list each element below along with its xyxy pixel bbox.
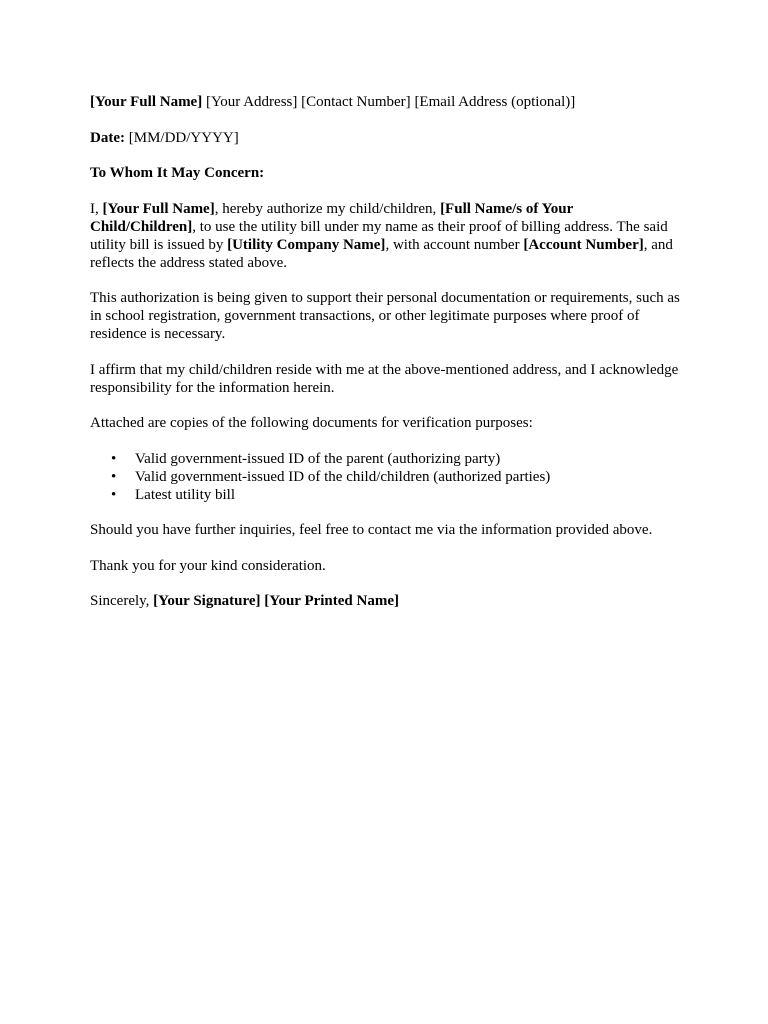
- authorizer-name: [Your Full Name]: [102, 200, 215, 217]
- attachments-intro: Attached are copies of the following documents for verification purposes:: [90, 415, 533, 431]
- closing-line: [90, 592, 680, 610]
- closing-text: Sincerely,: [90, 593, 154, 609]
- paragraph-text: , and reflects the address stated above.: [90, 236, 673, 271]
- date-line: [90, 129, 680, 147]
- salutation-text: To Whom It May Concern:: [90, 165, 265, 181]
- sender-contact-number: [Contact Number]: [301, 94, 411, 110]
- paragraph-text: , hereby authorize my child/children,: [214, 200, 441, 217]
- paragraph-text: I,: [90, 200, 103, 217]
- sender-address: [Your Address]: [205, 94, 298, 110]
- signature-placeholder: [Your Signature]: [153, 593, 261, 609]
- paragraph-text: , to use the utility bill under my name as their proof of billing address. The said utility bill is issued by: [90, 218, 668, 253]
- children-names: [Full Name/s of Your Child/Children]: [90, 200, 573, 235]
- thanks-paragraph: Thank you for your kind consideration.: [90, 557, 326, 574]
- bullet-icon: •: [111, 450, 117, 467]
- bullet-icon: •: [111, 468, 117, 485]
- sender-block: [90, 93, 680, 111]
- purpose-paragraph: This authorization is being given to support their personal documentation or requirements, such as in school registration, government transactions, or other legitimate purposes where proof of residence is necessary.: [90, 290, 680, 342]
- sender-full-name: [Your Full Name]: [90, 94, 203, 110]
- sender-email: [Email Address (optional)]: [414, 94, 576, 110]
- list-item: [111, 450, 680, 468]
- affirmation-paragraph: I affirm that my child/children reside with me at the above-mentioned address, and I acknowledge responsibility for the information herein.: [90, 361, 679, 396]
- inquiries-paragraph: Should you have further inquiries, feel free to contact me via the information provided above.: [90, 522, 653, 538]
- account-number: [Account Number]: [523, 236, 644, 253]
- list-item-text: Valid government-issued ID of the parent (authorizing party): [135, 450, 501, 467]
- list-item: [111, 468, 680, 486]
- authorization-paragraph: [90, 200, 680, 272]
- list-item-text: Latest utility bill: [135, 486, 235, 503]
- date-value: [MM/DD/YYYY]: [128, 129, 239, 146]
- bullet-icon: •: [111, 486, 117, 503]
- letter-page: [90, 93, 680, 628]
- list-item: [111, 486, 680, 504]
- date-label: Date:: [90, 129, 125, 146]
- printed-name-placeholder: [Your Printed Name]: [264, 593, 399, 609]
- attachments-list: [90, 450, 680, 504]
- utility-company-name: [Utility Company Name]: [227, 236, 386, 253]
- paragraph-text: , with account number: [385, 236, 524, 253]
- list-item-text: Valid government-issued ID of the child/children (authorized parties): [135, 468, 551, 485]
- salutation: [90, 164, 680, 182]
